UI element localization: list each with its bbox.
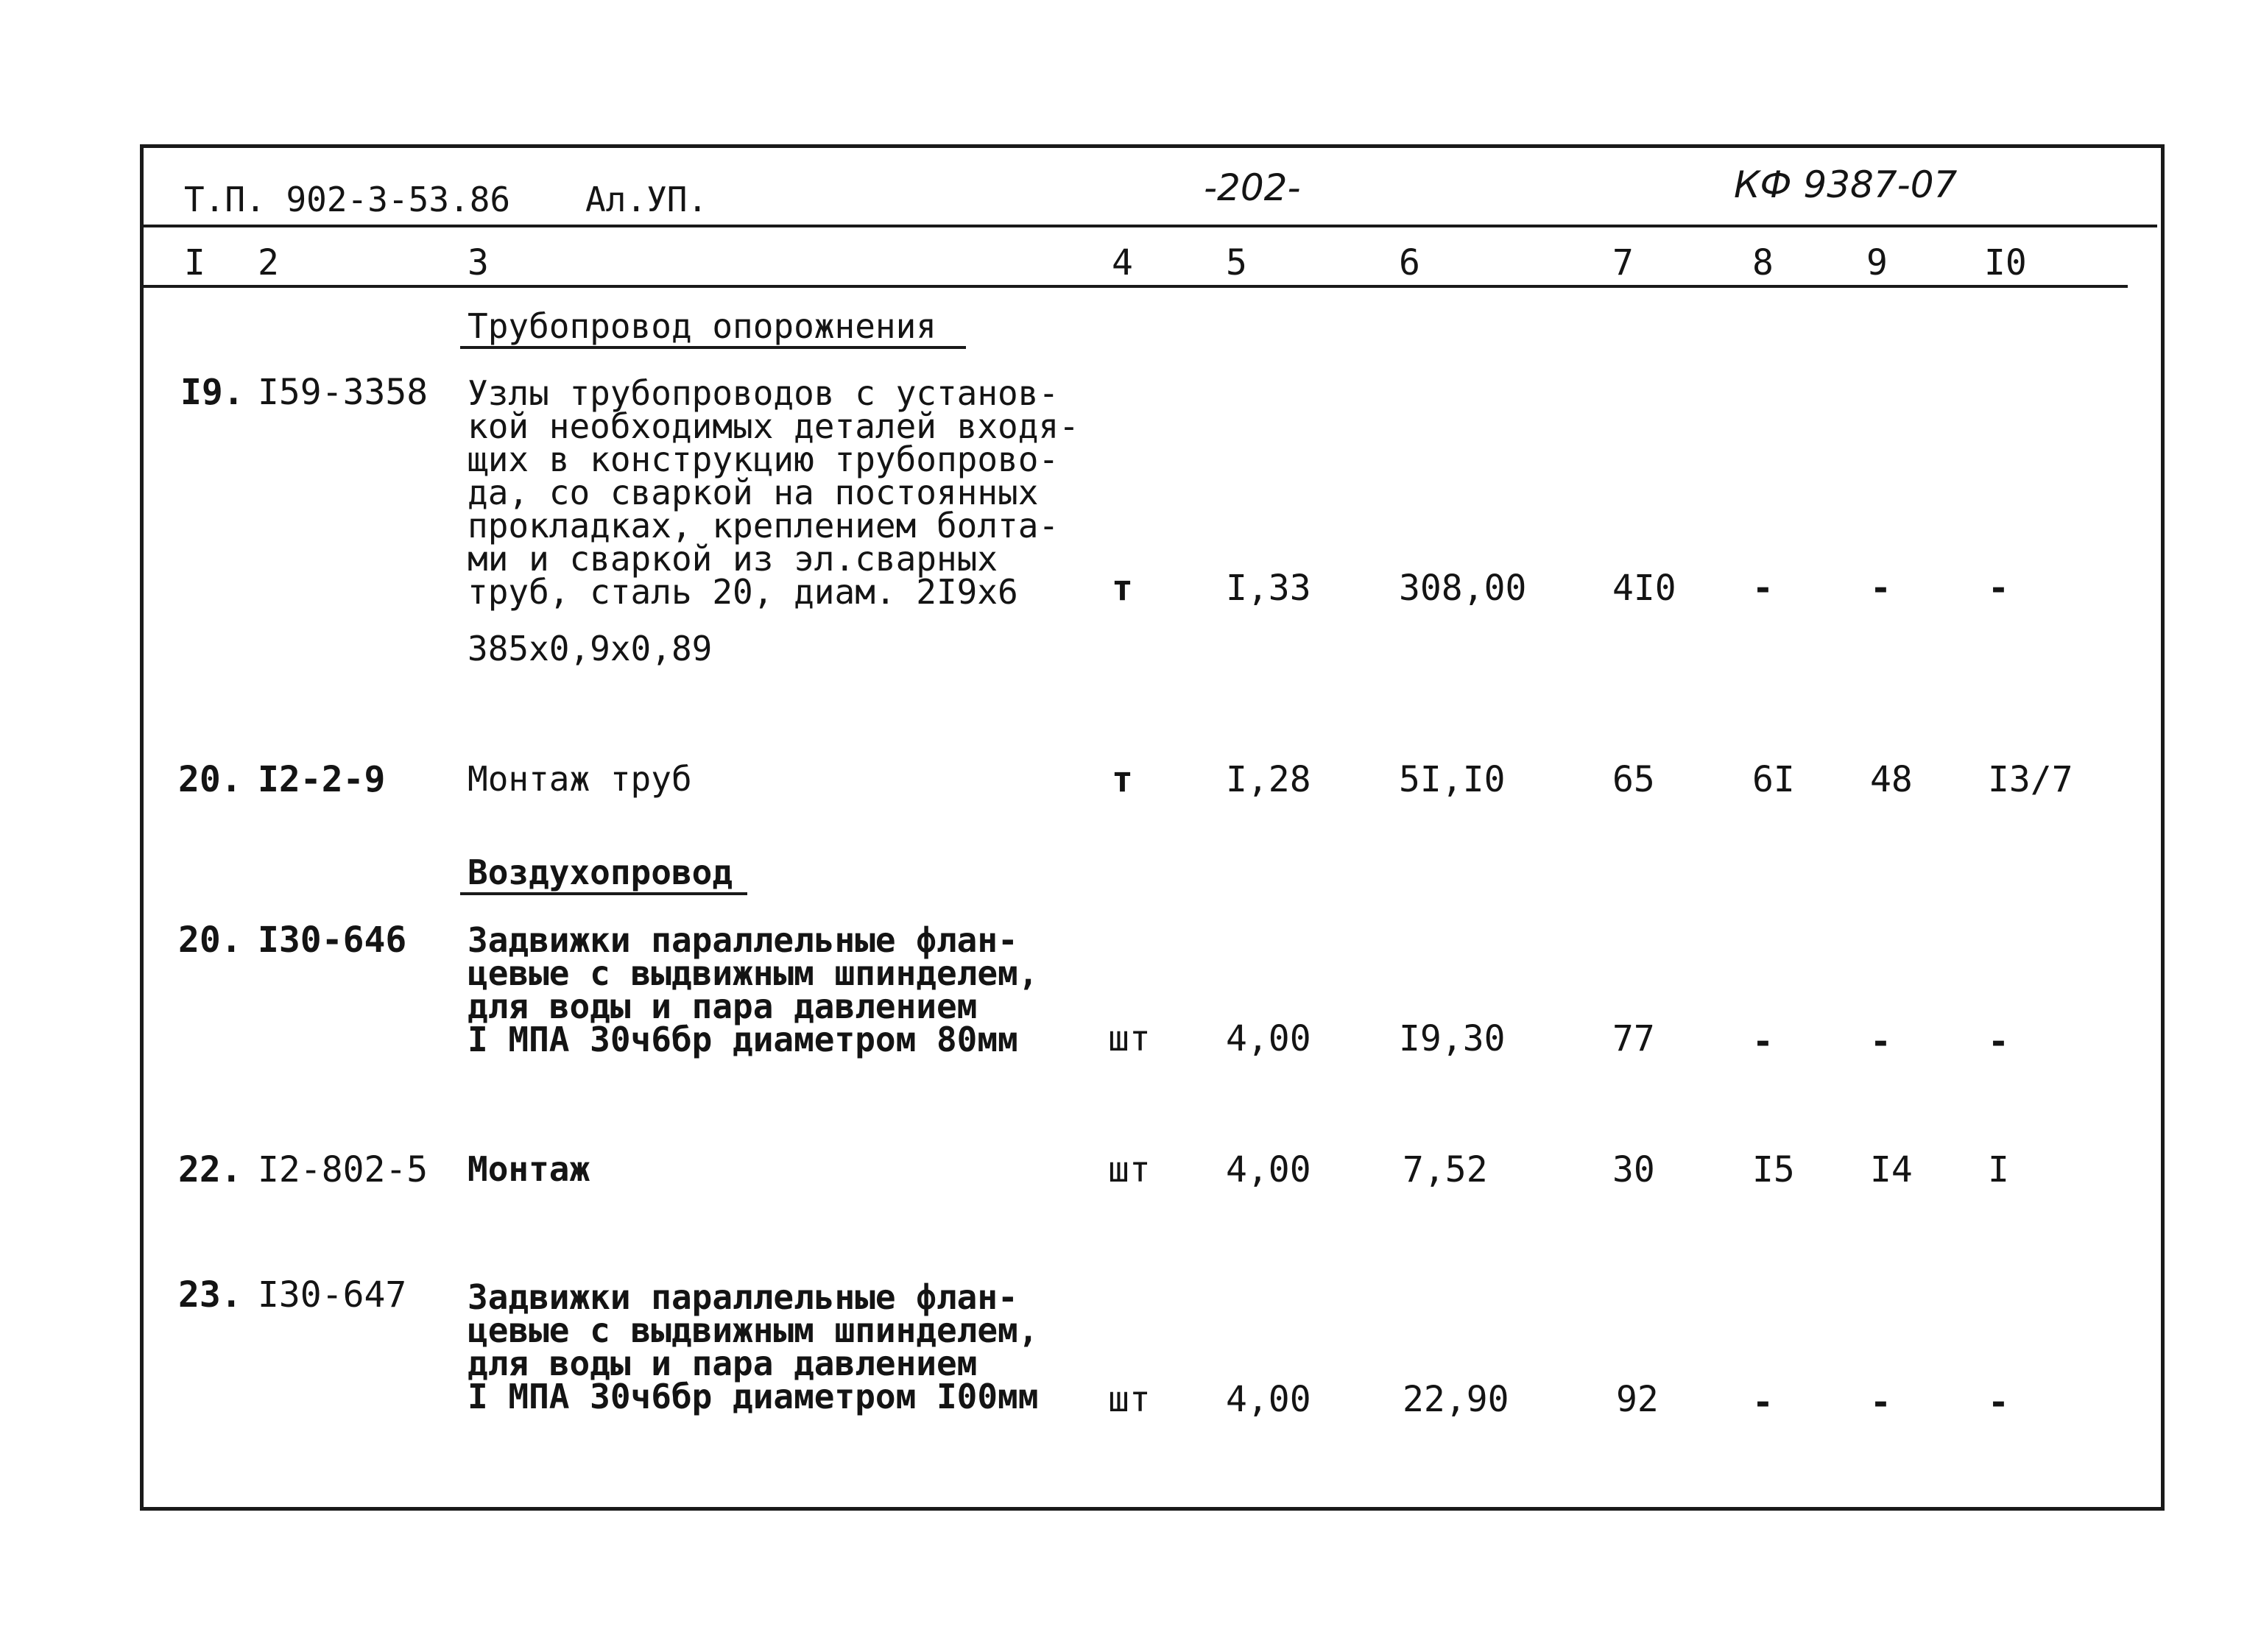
row-col10: - [1988,1021,2009,1062]
row-quantity: 4,00 [1226,1149,1311,1190]
row-description: Узлы трубопроводов с установ- кой необходимых деталей входя- щих в конструкцию трубопрово- да, со сваркой на постоянных прокладках, креплением болта- ми и сваркой из эл.сварных труб, сталь 20, диам. 2I9x6 [468,373,1079,612]
row-price: 7,52 [1403,1149,1488,1190]
header-rule [144,225,2157,227]
col-header-1: I [184,242,205,283]
row-col9: - [1870,1021,1891,1062]
row-total: 65 [1612,759,1655,800]
row-number: 22. [178,1149,242,1190]
row-col8: 6I [1752,759,1795,800]
row-price: 308,00 [1399,568,1527,609]
row-col8: - [1752,1021,1774,1062]
row-code: I30-646 [258,919,407,961]
document-sheet [140,144,2165,1511]
project-number: Т.П. 902-3-53.86 [184,180,511,219]
row-unit: шт [1108,1379,1151,1420]
row-col9: 48 [1870,759,1913,800]
col-header-3: 3 [468,242,489,283]
row-code: I2-802-5 [258,1149,428,1190]
row-code: I30-647 [258,1274,407,1316]
row-description: Задвижки параллельные флан- цевые с выдвижным шпинделем, для воды и пара давлением I МПА 30ч6бр диаметром I00мм [468,1277,1039,1416]
col-header-6: 6 [1399,242,1420,283]
row-col8: - [1752,568,1774,609]
row-note: 385x0,9x0,89 [468,629,713,668]
row-number: 20. [178,759,242,800]
col-header-2: 2 [258,242,279,283]
row-quantity: I,33 [1226,568,1311,609]
col-header-9: 9 [1866,242,1888,283]
row-col9: I4 [1870,1149,1913,1190]
row-col10: I [1988,1149,2009,1190]
row-code: I2-2-9 [258,759,386,800]
row-col9: - [1870,568,1891,609]
row-description: Задвижки параллельные флан- цевые с выдвижным шпинделем, для воды и пара давлением I МПА 30ч6бр диаметром 80мм [468,920,1039,1059]
row-unit: т [1112,568,1133,609]
row-number: 20. [178,919,242,961]
row-price: 5I,I0 [1399,759,1506,800]
section-title-drain: Трубопровод опорожнения [460,309,966,349]
row-quantity: I,28 [1226,759,1311,800]
album-number: Ал.УП. [585,180,708,219]
row-unit: шт [1108,1149,1151,1190]
row-unit: т [1112,759,1133,800]
col-header-4: 4 [1112,242,1133,283]
row-price: I9,30 [1399,1018,1506,1059]
column-header-rule [144,285,2128,288]
row-description: Монтаж [468,1149,590,1189]
row-col10: I3/7 [1988,759,2073,800]
row-total: 92 [1616,1379,1659,1420]
row-description: Монтаж труб [468,759,692,799]
row-col10: - [1988,568,2009,609]
document-code: КФ 9387-07 [1734,163,1958,206]
row-total: 4I0 [1612,568,1676,609]
page-number: -202- [1204,166,1301,209]
row-col10: - [1988,1382,2009,1423]
col-header-8: 8 [1752,242,1774,283]
row-total: 30 [1612,1149,1655,1190]
col-header-10: I0 [1984,242,2027,283]
row-unit: шт [1108,1018,1151,1059]
row-quantity: 4,00 [1226,1018,1311,1059]
row-number: 23. [178,1274,242,1316]
row-total: 77 [1612,1018,1655,1059]
col-header-5: 5 [1226,242,1247,283]
row-number: I9. [180,372,244,413]
row-quantity: 4,00 [1226,1379,1311,1420]
row-col9: - [1870,1382,1891,1423]
row-col8: I5 [1752,1149,1795,1190]
section-title-air: Воздухопровод [460,855,747,895]
row-code: I59-3358 [258,372,428,413]
row-col8: - [1752,1382,1774,1423]
row-price: 22,90 [1403,1379,1509,1420]
col-header-7: 7 [1612,242,1634,283]
